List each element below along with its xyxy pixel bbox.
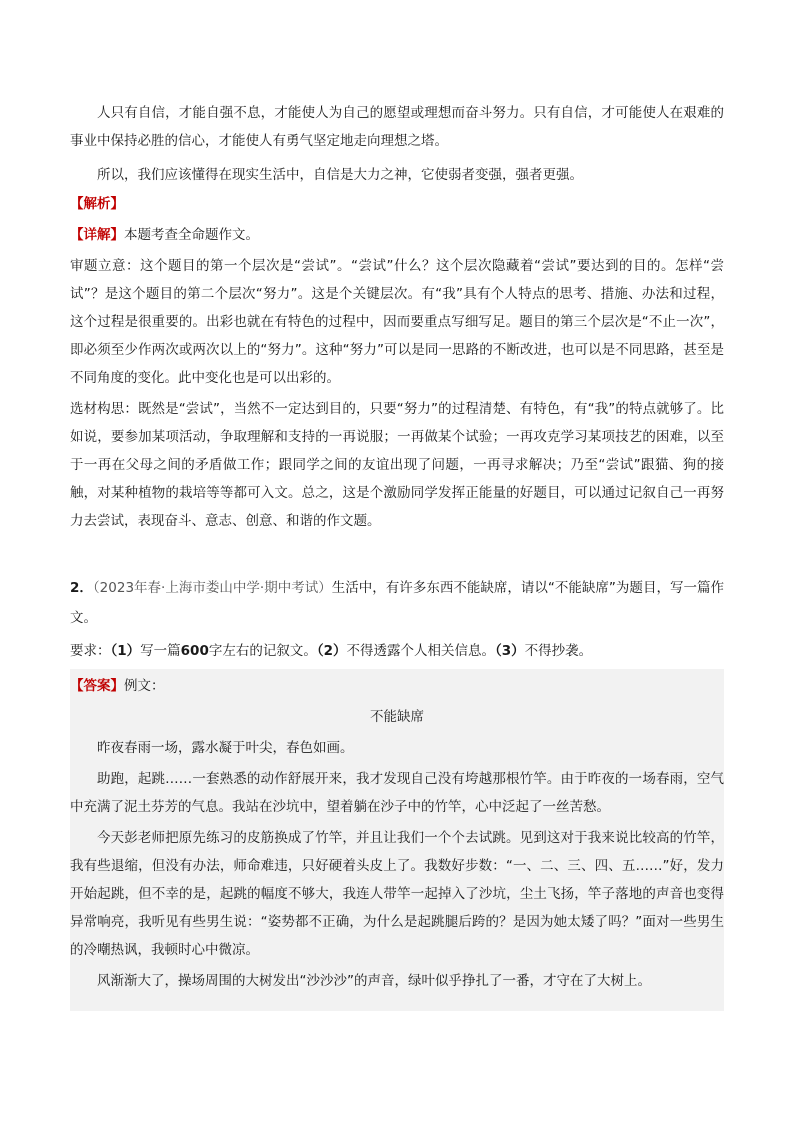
analysis-heading <box>70 190 724 218</box>
paragraph-confidence: 人只有自信，才能自强不息，才能使人为自己的愿望或理想而奋斗努力。只有自信，才可能使人在艰难的事业中保持必胜的信心，才能使人有勇气坚定地走向理想之塔。 <box>70 105 724 149</box>
xiangjie-tag: 【详解】 <box>70 227 124 243</box>
question-2-prompt <box>70 573 724 633</box>
paragraph-xuancai: 选材构思：既然是“尝试”，当然不一定达到目的，只要“努力”的过程清楚、有特色，有“我”的特点就够了。比如说，要参加某项活动，争取理解和支持的一再说服；一再做某个试验；一再攻克学习某项技艺的困难，以至于一再在父母之间的矛盾做工作；跟同学之间的友谊出现了问题，一再寻求解决；乃至“尝试”跟猫、狗的接触，对某种植物的栽培等等都可入文。总之，这是个激励同学发挥正能量的好题目，可以通过记叙自己一再努力去尝试，表现奋斗、意志、创意、和谐的作文题。 <box>70 401 724 529</box>
detail-text: 本题考查全命题作文。 <box>124 227 259 243</box>
question-2 <box>70 573 724 665</box>
question-number: 2． <box>70 580 93 596</box>
req3-text: 不得抄袭。 <box>524 643 593 659</box>
req1-number: （1） <box>110 643 141 659</box>
essay-conclusion <box>70 99 724 189</box>
req1-text-c: 字左右的记叙文。 <box>208 643 317 659</box>
question-requirements <box>70 637 724 665</box>
answer-tag: 【答案】 <box>70 678 124 694</box>
essay-paragraph-2: 助跑，起跳……一套熟悉的动作舒展开来，我才发现自己没有垮越那根竹竿。由于昨夜的一场春雨，空气中充满了泥土芬芳的气息。我站在沙坑中，望着躺在沙子中的竹竿，心中泛起了一丝苦愁。 <box>70 771 724 815</box>
req1-count: 600 <box>180 643 209 659</box>
jiexi-tag: 【解析】 <box>70 196 124 212</box>
question-source: （2023年春·上海市娄山中学·期中考试） <box>92 580 332 596</box>
essay-paragraph-4: 风渐渐大了，操场周围的大树发出“沙沙沙”的声音，绿叶似乎挣扎了一番，才守在了大树上。 <box>97 973 651 989</box>
req3-number: （3） <box>495 643 525 659</box>
requirements-label: 要求： <box>70 643 111 659</box>
essay-paragraph-3: 今天彭老师把原先练习的皮筋换成了竹竿，并且让我们一个个去试跳。见到这对于我来说比较高的竹竿，我有些退缩，但没有办法，师命难违，只好硬着头皮上了。我数好步数：“一、二、三、四、五……”好，发力开始起跳，但不幸的是，起跳的幅度不够大，我连人带竿一起掉入了沙坑，尘土飞扬，竿子落地的声音也变得异常响亮，我听见有些男生说：“姿势都不正确，为什么是起跳腿后跨的？是因为她太矮了吗？”面对一些男生的冷嘲热讽，我顿时心中微凉。 <box>70 830 724 958</box>
req1-text-a: 写一篇 <box>140 643 181 659</box>
answer-label: 例文： <box>124 678 165 694</box>
paragraph-conclusion: 所以，我们应该懂得在现实生活中，自信是大力之神，它使弱者变强，强者更强。 <box>97 167 583 183</box>
paragraph-shenti: 审题立意：这个题目的第一个层次是“尝试”。“尝试”什么？这个层次隐藏着“尝试”要达到的目的。怎样“尝试”？是这个题目的第二个层次“努力”。这是个关键层次。有“我”具有个人特点的思考、措施、办法和过程，这个过程是很重要的。出彩也就在有特色的过程中，因而要重点写细写足。题目的第三个层次是“不止一次”，即必须至少作两次或两次以上的“努力”。这种“努力”可以是同一思路的不断改进，也可以是不同思路，甚至是不同角度的变化。此中变化也是可以出彩的。 <box>70 258 724 386</box>
answer-section <box>70 672 724 995</box>
req2-number: （2） <box>316 643 347 659</box>
question-text: 生活中，有许多东西不能缺席，请以“不能缺席”为题目，写一篇作文。 <box>70 580 724 626</box>
answer-heading <box>70 672 724 700</box>
req2-text: 不得透露个人相关信息。 <box>346 643 495 659</box>
detail-line <box>70 221 724 249</box>
essay-paragraph-1: 昨夜春雨一场，露水凝于叶尖，春色如画。 <box>97 740 354 756</box>
essay-title: 不能缺席 <box>370 709 424 725</box>
analysis-section <box>70 190 724 535</box>
